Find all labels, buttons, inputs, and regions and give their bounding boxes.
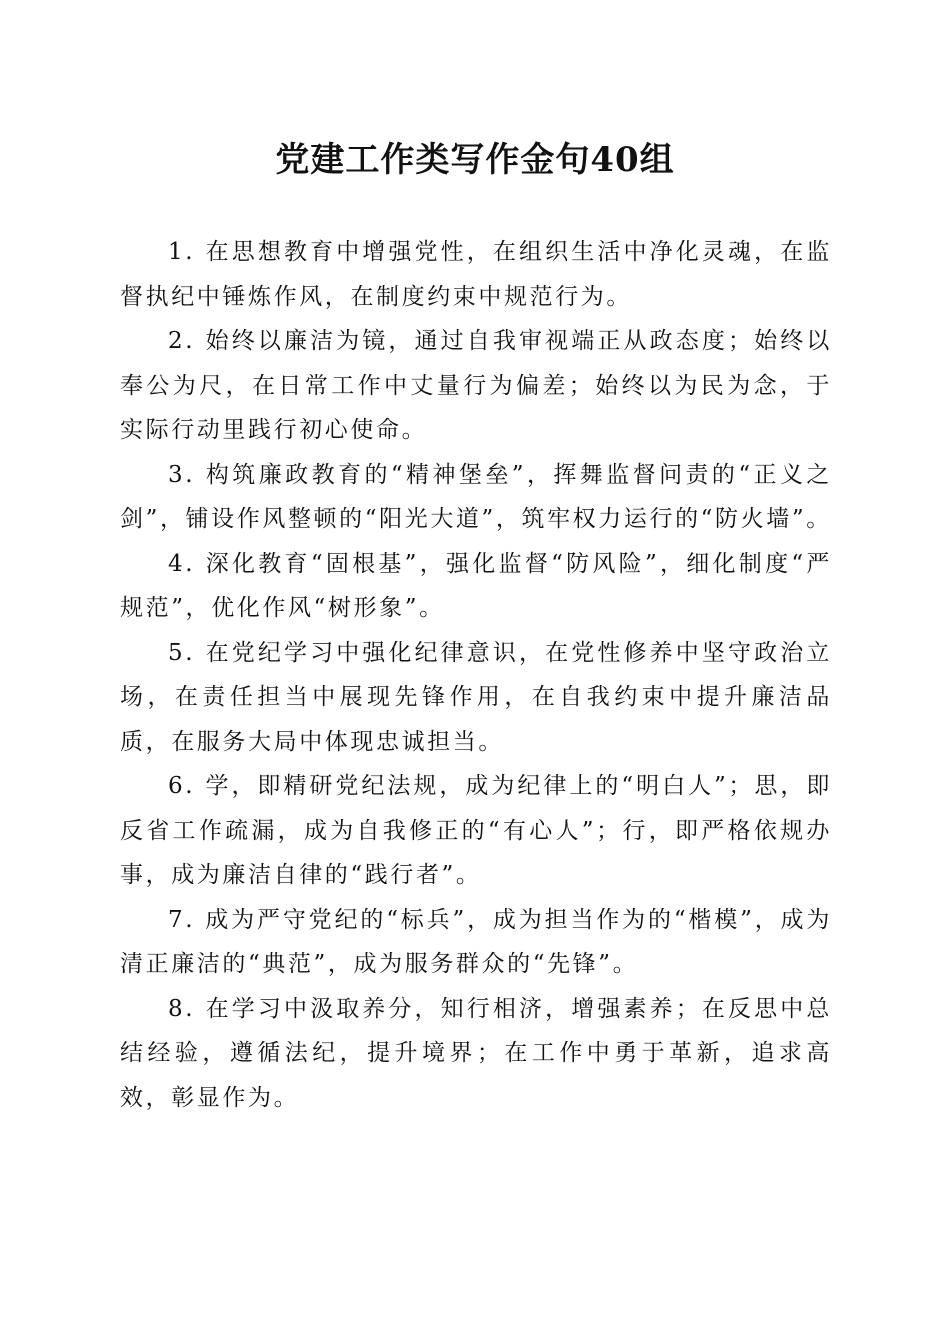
paragraph-1: 1. 在思想教育中增强党性，在组织生活中净化灵魂，在监督执纪中锤炼作风，在制度约束中规范行为。 [120, 239, 832, 310]
paragraph-8: 8. 在学习中汲取养分，知行相济，增强素养；在反思中总结经验，遵循法纪，提升境界；在工作中勇于革新，追求高效，彰显作为。 [120, 995, 832, 1111]
paragraph-4: 4. 深化教育“固根基”，强化监督“防风险”，细化制度“严规范”，优化作风“树形象”。 [120, 550, 832, 621]
document-title: 党建工作类写作金句40组 [275, 140, 675, 180]
paragraph-6: 6. 学，即精研党纪法规，成为纪律上的“明白人”；思，即反省工作疏漏，成为自我修正的“有心人”；行，即严格依规办事，成为廉洁自律的“践行者”。 [120, 773, 832, 888]
document-body [120, 230, 832, 1120]
paragraph-3: 3. 构筑廉政教育的“精神堡垒”，挥舞监督问责的“正义之剑”，铺设作风整顿的“阳光大道”，筑牢权力运行的“防火墙”。 [120, 461, 832, 532]
paragraph-5: 5. 在党纪学习中强化纪律意识，在党性修养中坚守政治立场，在责任担当中展现先锋作用，在自我约束中提升廉洁品质，在服务大局中体现忠诚担当。 [120, 639, 832, 755]
paragraph-7: 7. 成为严守党纪的“标兵”，成为担当作为的“楷模”，成为清正廉洁的“典范”，成为服务群众的“先锋”。 [120, 906, 832, 977]
paragraph-2: 2. 始终以廉洁为镜，通过自我审视端正从政态度；始终以奉公为尺，在日常工作中丈量行为偏差；始终以为民为念，于实际行动里践行初心使命。 [120, 328, 832, 443]
